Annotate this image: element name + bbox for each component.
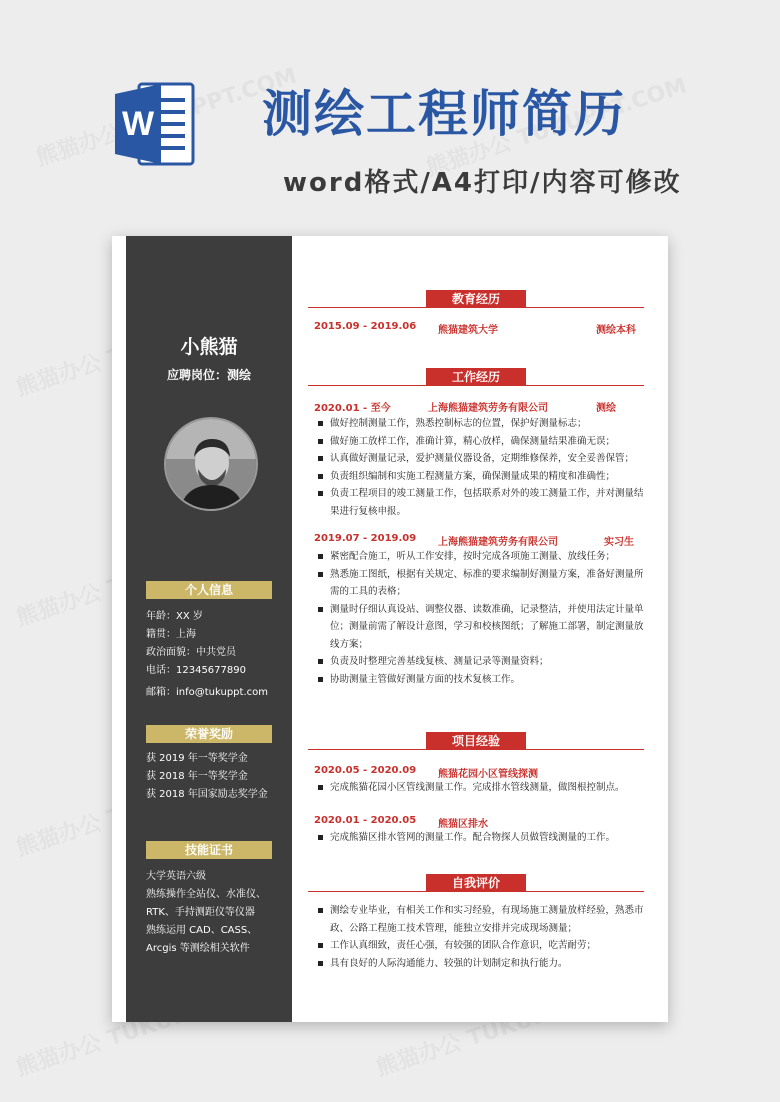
- page-subtitle: word格式/A4打印/内容可修改: [283, 168, 682, 198]
- job-target: 应聘岗位：测绘: [166, 368, 251, 382]
- skill-item: RTK、手持测距仪等仪器: [146, 907, 255, 918]
- info-hometown: 籍贯：上海: [146, 629, 196, 640]
- skills-list: [146, 868, 266, 958]
- list-item: 完成熊猫区排水管网的测量工作。配合物探人员做管线测量的工作。: [316, 829, 646, 847]
- edu-period: 2015.09 - 2019.06: [314, 321, 417, 332]
- list-item: 做好施工放样工作，准确计算，精心放样，确保测量结果准确无误；: [316, 433, 646, 451]
- project-period: 2020.01 - 2020.05: [314, 815, 417, 826]
- list-item: 具有良好的人际沟通能力、较强的计划制定和执行能力。: [316, 955, 646, 973]
- job-period: 2019.07 - 2019.09: [314, 533, 417, 544]
- job-role: 测绘: [596, 403, 616, 414]
- info-age: 年龄：XX 岁: [146, 611, 203, 622]
- resume-sheet: [112, 236, 668, 1022]
- job-period: 2020.01 - 至今: [314, 403, 391, 414]
- list-item: 负责组织编制和实施工程测量方案，确保测量成果的精度和准确性；: [316, 468, 646, 486]
- list-item: 紧密配合施工，听从工作安排，按时完成各项施工测量、放线任务；: [316, 548, 646, 566]
- section-honors: 荣誉奖励: [146, 725, 272, 743]
- job-company: 上海熊猫建筑劳务有限公司: [428, 403, 548, 414]
- svg-text:W: W: [121, 105, 155, 143]
- skill-item: 熟练操作全站仪、水准仪、: [146, 889, 266, 900]
- job-duties-list: [316, 548, 646, 688]
- skill-item: Arcgis 等测绘相关软件: [146, 943, 250, 954]
- personal-info-list: [146, 608, 268, 702]
- section-education: 教育经历: [426, 290, 526, 308]
- avatar: [164, 417, 258, 511]
- project-list: [316, 829, 646, 847]
- honor-item: 获 2018 年一等奖学金: [146, 771, 248, 782]
- project-period: 2020.05 - 2020.09: [314, 765, 417, 776]
- honor-item: 获 2018 年国家励志奖学金: [146, 789, 268, 800]
- list-item: 测量时仔细认真设站、调整仪器、读数准确，记录整洁，并使用法定计量单位；测量前需了解设计意图，学习和校核图纸；了解施工部署，制定测量放线方案；: [316, 601, 646, 654]
- skill-item: 大学英语六级: [146, 871, 206, 882]
- edu-school: 熊猫建筑大学: [438, 325, 498, 336]
- project-name: 熊猫花园小区管线探测: [438, 769, 538, 780]
- job-role: 实习生: [604, 537, 634, 548]
- info-phone: 电话：12345677890: [146, 665, 246, 676]
- list-item: 熟悉施工图纸，根据有关规定、标准的要求编制好测量方案，准备好测量所需的工具的表格；: [316, 566, 646, 601]
- section-projects: 项目经验: [426, 732, 526, 750]
- info-email: 邮箱：info@tukuppt.com: [146, 687, 268, 698]
- word-icon: [115, 80, 195, 168]
- main-content: [308, 236, 652, 1022]
- self-evaluation-list: [316, 902, 646, 972]
- list-item: 测绘专业毕业，有相关工作和实习经验，有现场施工测量放样经验，熟悉市政、公路工程施工技术管理，能独立安排并完成现场测量；: [316, 902, 646, 937]
- list-item: 负责及时整理完善基线复核、测量记录等测量资料；: [316, 653, 646, 671]
- page-title: 测绘工程师简历: [262, 85, 626, 143]
- edu-major: 测绘本科: [596, 325, 636, 336]
- sidebar: [126, 236, 292, 1022]
- section-work: 工作经历: [426, 368, 526, 386]
- honor-item: 获 2019 年一等奖学金: [146, 753, 248, 764]
- list-item: 认真做好测量记录，爱护测量仪器设备，定期维修保养，安全妥善保管；: [316, 450, 646, 468]
- skill-item: 熟练运用 CAD、CASS、: [146, 925, 258, 936]
- section-self-evaluation: 自我评价: [426, 874, 526, 892]
- list-item: 完成熊猫花园小区管线测量工作。完成排水管线测量，做图根控制点。: [316, 779, 646, 797]
- section-personal-info: 个人信息: [146, 581, 272, 599]
- project-name: 熊猫区排水: [438, 819, 488, 830]
- project-list: [316, 779, 646, 797]
- job-duties-list: [316, 415, 646, 520]
- honors-list: [146, 750, 268, 804]
- info-political: 政治面貌：中共党员: [146, 647, 236, 658]
- list-item: 工作认真细致，责任心强，有较强的团队合作意识，吃苦耐劳；: [316, 937, 646, 955]
- list-item: 负责工程项目的竣工测量工作，包括联系对外的竣工测量工作，并对测量结果进行复核申报。: [316, 485, 646, 520]
- section-skills: 技能证书: [146, 841, 272, 859]
- list-item: 做好控制测量工作，熟悉控制标志的位置，保护好测量标志；: [316, 415, 646, 433]
- job-company: 上海熊猫建筑劳务有限公司: [438, 537, 558, 548]
- list-item: 协助测量主管做好测量方面的技术复核工作。: [316, 671, 646, 689]
- candidate-name: 小熊猫: [180, 336, 238, 358]
